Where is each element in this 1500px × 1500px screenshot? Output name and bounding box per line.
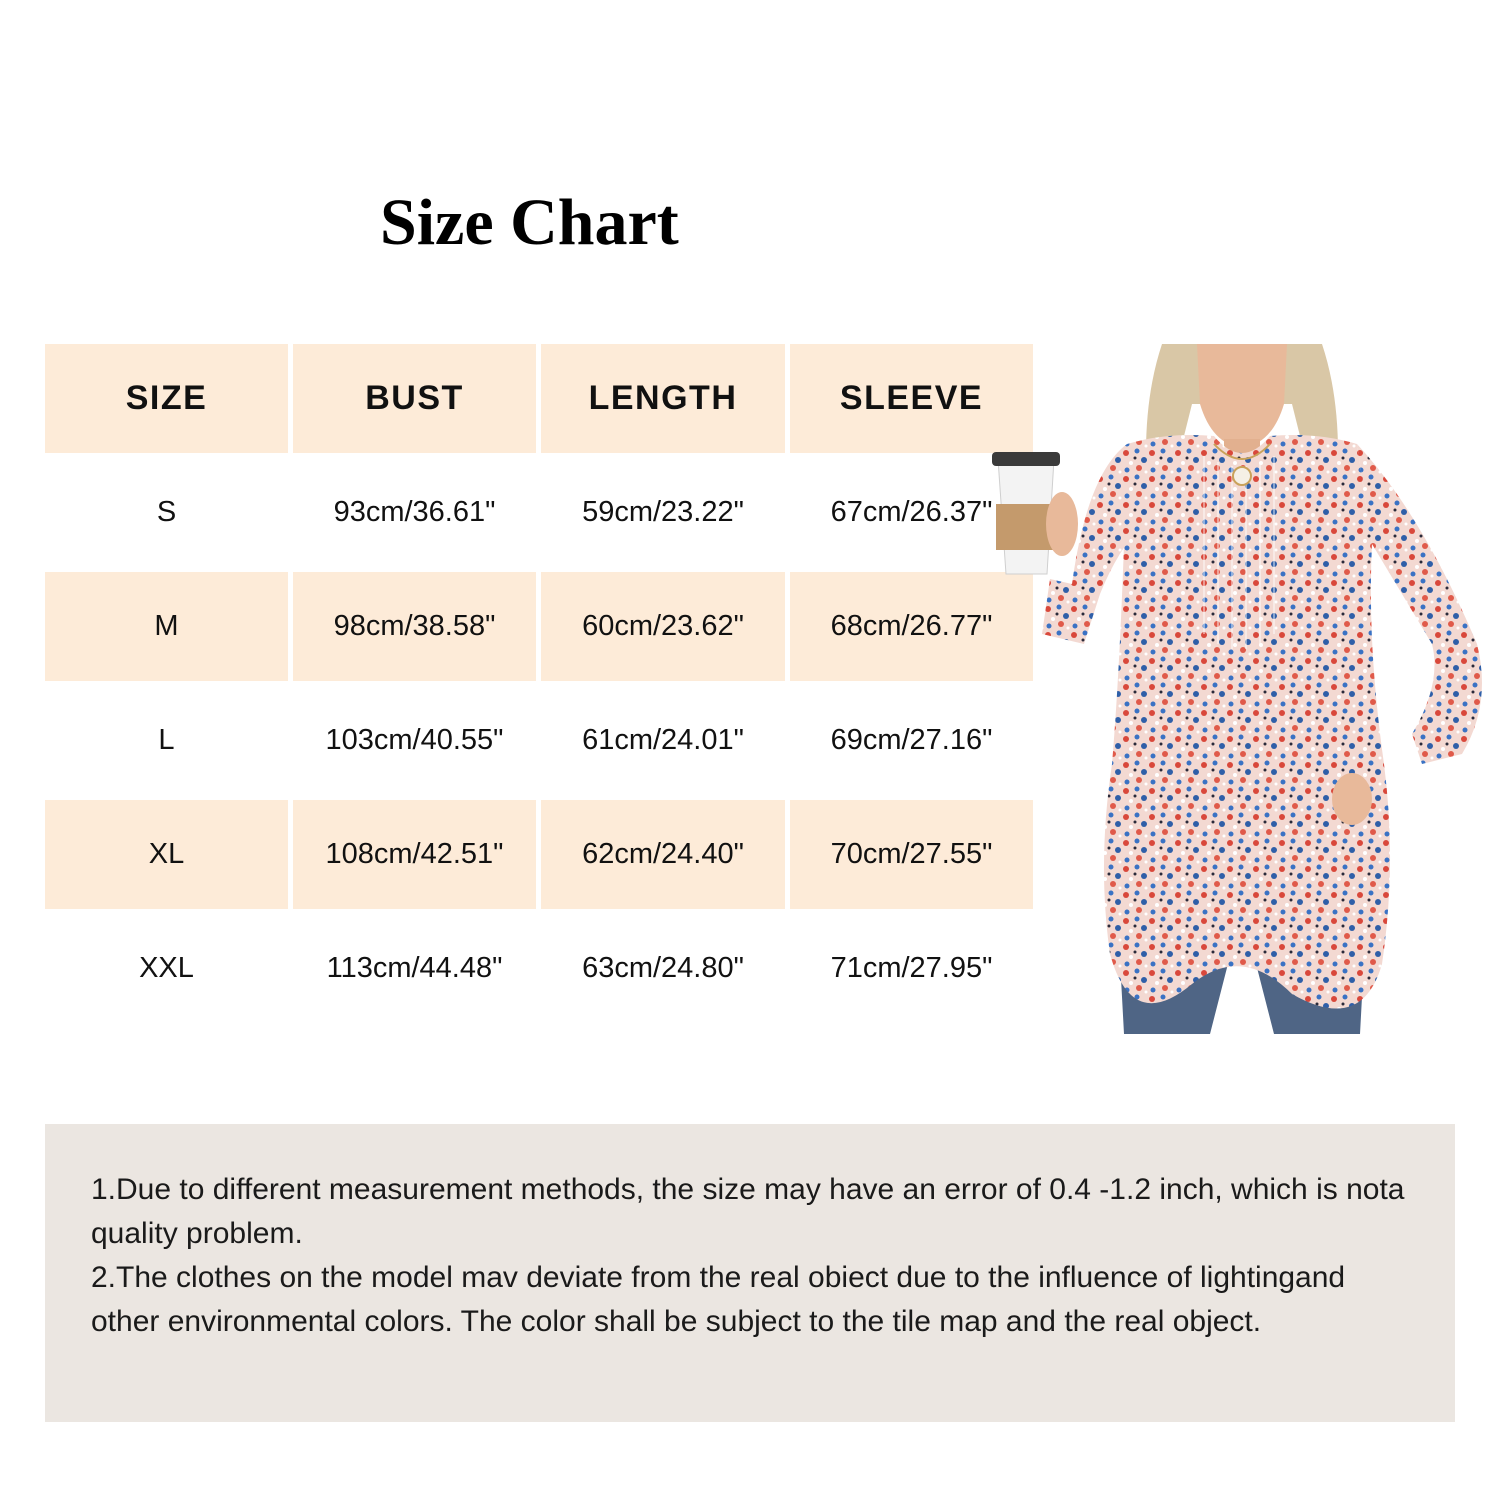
note-measurement: 1.Due to different measurement methods, the size may have an error of 0.4 -1.2 inch, which is nota quality problem. (91, 1173, 1405, 1250)
size-cell: L (158, 724, 175, 756)
bust-cell: 103cm/40.55" (325, 724, 504, 756)
table-row (45, 800, 1032, 909)
table-header-row (45, 344, 1032, 453)
length-cell: 62cm/24.40" (541, 800, 785, 909)
page-title: Size Chart (380, 186, 679, 259)
bust-cell: 113cm/44.48" (326, 952, 503, 984)
size-cell: XL (45, 800, 288, 909)
table-row (45, 458, 1032, 567)
table-row (45, 686, 1032, 795)
sleeve-cell: 68cm/26.77" (790, 572, 1033, 681)
header-bust: BUST (293, 344, 536, 453)
sleeve-cell: 69cm/27.16" (830, 724, 993, 756)
bust-cell: 93cm/36.61" (333, 496, 496, 528)
length-cell: 61cm/24.01" (582, 724, 744, 756)
model-photo (992, 344, 1492, 1034)
notes-box (45, 1124, 1455, 1422)
size-cell: S (156, 496, 177, 528)
sleeve-cell: 71cm/27.95" (830, 952, 993, 984)
size-table (45, 344, 1032, 1028)
header-size: SIZE (45, 344, 288, 453)
bust-cell: 98cm/38.58" (293, 572, 536, 681)
length-cell: 60cm/23.62" (541, 572, 785, 681)
size-cell: M (45, 572, 288, 681)
length-cell: 63cm/24.80" (582, 952, 744, 984)
header-length: LENGTH (541, 344, 785, 453)
bust-cell: 108cm/42.51" (293, 800, 536, 909)
table-row (45, 572, 1032, 681)
length-cell: 59cm/23.22" (582, 496, 744, 528)
note-color: 2.The clothes on the model mav deviate from the real obiect due to the influence of lightingand other environmental colors. The color shall be subject to the tile map and the real object. (91, 1261, 1346, 1338)
sleeve-cell: 70cm/27.55" (790, 800, 1033, 909)
size-cell: XXL (139, 952, 194, 984)
header-sleeve: SLEEVE (790, 344, 1033, 453)
table-row (45, 914, 1032, 1023)
sleeve-cell: 67cm/26.37" (830, 496, 993, 528)
